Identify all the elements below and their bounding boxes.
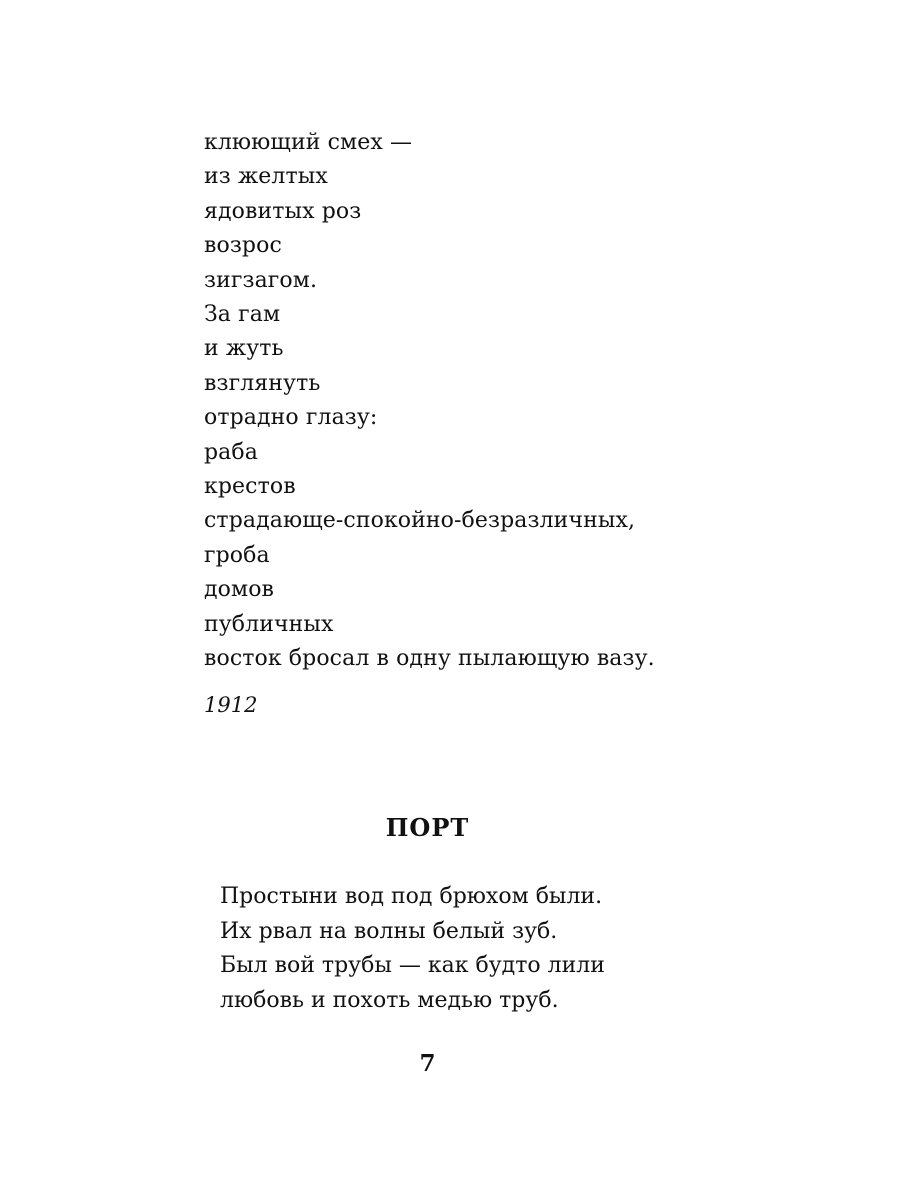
poem-line: Простыни вод под брюхом были. bbox=[220, 884, 603, 909]
poem-line: крестов bbox=[204, 474, 296, 500]
poem-line: домов bbox=[204, 577, 275, 603]
poem-year: 1912 bbox=[204, 693, 258, 717]
page-number: 7 bbox=[419, 1050, 436, 1077]
poem-line: клюющий смех — bbox=[204, 130, 413, 155]
poem-line: публичных bbox=[204, 611, 334, 637]
poem-line: За гам bbox=[204, 302, 281, 328]
poem-line: раба bbox=[204, 439, 258, 465]
poem-line: зигзагом. bbox=[204, 267, 318, 293]
poem-line: отрадно глазу: bbox=[204, 405, 378, 431]
poem-line: и жуть bbox=[204, 336, 284, 362]
poem-line: восток бросал в одну пылающую вазу. bbox=[204, 646, 655, 672]
poem-title: ПОРТ bbox=[385, 813, 470, 842]
poem-line: любовь и похоть медью труб. bbox=[220, 987, 559, 1013]
poem-line: Был вой трубы — как будто лили bbox=[220, 953, 605, 979]
poem-line: взглянуть bbox=[204, 370, 321, 396]
poem-line: страдающе-спокойно-безразличных, bbox=[204, 508, 636, 534]
poem-line: ядовитых роз bbox=[204, 198, 362, 224]
poem-continuation bbox=[204, 126, 824, 677]
poem-line: гроба bbox=[204, 542, 270, 568]
poem-line: Их рвал на волны белый зуб. bbox=[220, 918, 558, 944]
poem-stanza bbox=[220, 880, 820, 1018]
poem-line: возрос bbox=[204, 233, 282, 259]
poem-line: из желтых bbox=[204, 164, 328, 190]
